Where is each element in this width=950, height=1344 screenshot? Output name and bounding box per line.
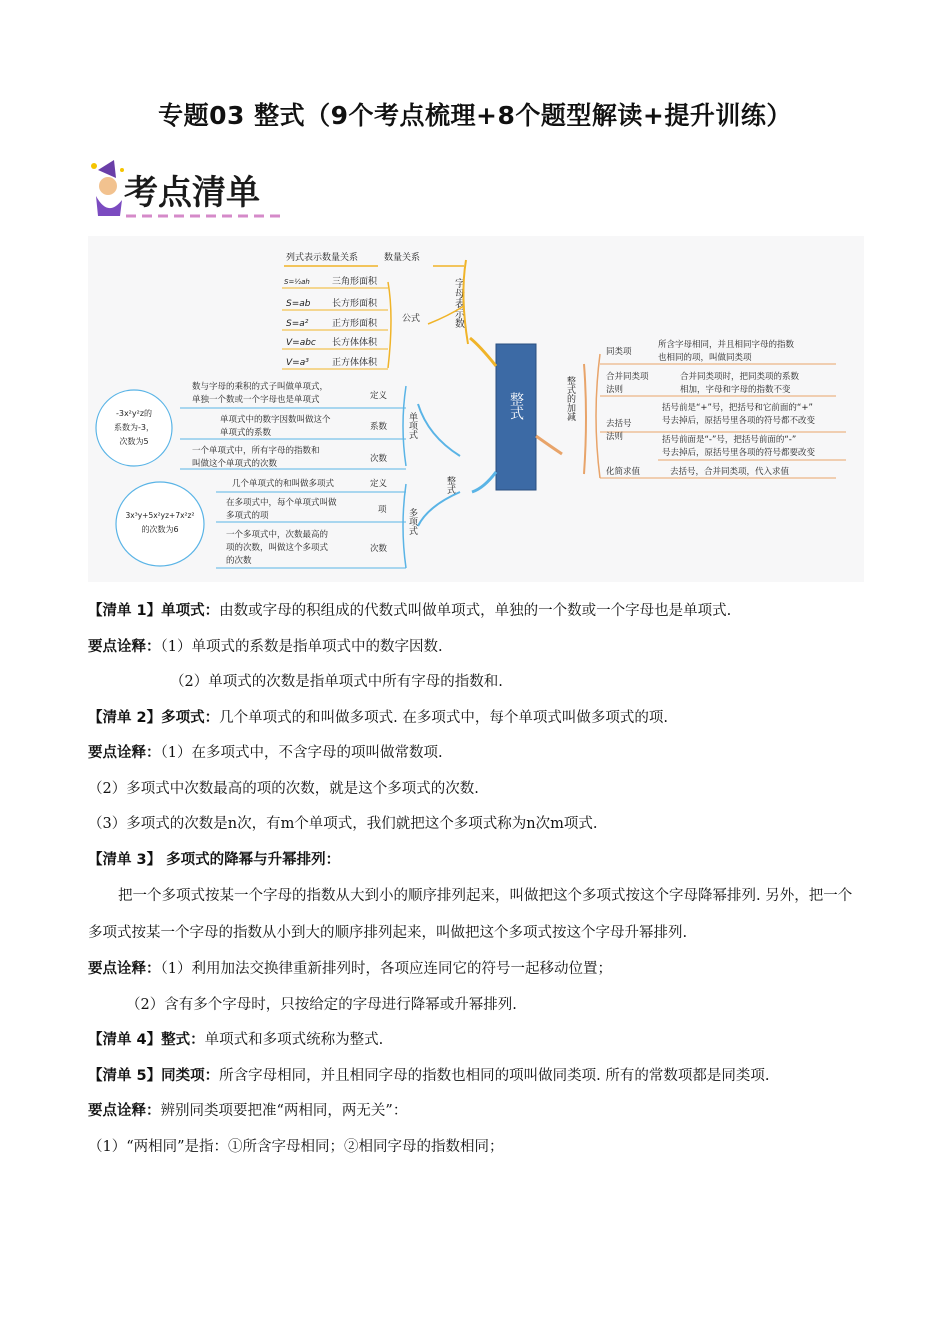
formula-item-2 [282, 297, 388, 310]
right-branch-label: 整式的加减 [565, 376, 575, 421]
polynomial-example [116, 482, 204, 566]
svg-text:-3x²y²z的: -3x²y²z的 [115, 409, 153, 418]
svg-text:单独一个数或一个字母也是单项式: 单独一个数或一个字母也是单项式 [192, 395, 320, 405]
quantity-item: 列式表示数量关系 [286, 253, 359, 263]
svg-text:也相同的项，叫做同类项: 也相同的项，叫做同类项 [658, 353, 752, 363]
monomial-label: 单项式 [407, 412, 417, 439]
svg-text:所含字母相同，并且相同字母的指数: 所含字母相同，并且相同字母的指数 [658, 340, 795, 350]
qingdan-1: 【清单 1】单项式：由数或字母的积组成的代数式叫做单项式，单独的一个数或一个字母也是单项式. [88, 603, 732, 619]
qingdan-5-note: 要点诠释：辨别同类项要把准“两相同，两无关”： [88, 1103, 408, 1119]
svg-text:项: 项 [378, 505, 387, 515]
qingdan-2-note-3: （3）多项式的次数是n次，有m个单项式，我们就把这个多项式称为n次m项式. [88, 816, 598, 832]
svg-text:去括号: 去括号 [606, 419, 632, 429]
bottom-branch-label: 整式 [445, 476, 455, 494]
svg-text:同类项: 同类项 [606, 347, 632, 357]
svg-text:法则: 法则 [606, 432, 624, 442]
qingdan-2: 【清单 2】多项式：几个单项式的和叫做多项式. 在多项式中，每个单项式叫做多项式的项. [88, 709, 668, 726]
svg-text:括号前是“+”号，把括号和它前面的“+”: 括号前是“+”号，把括号和它前面的“+” [662, 403, 813, 413]
svg-text:单项式的系数: 单项式的系数 [220, 428, 272, 438]
svg-text:定义: 定义 [370, 479, 388, 489]
qingdan-3-note-2: （2）含有多个字母时，只按给定的字母进行降幂或升幂排列. [126, 996, 517, 1013]
svg-text:合并同类项: 合并同类项 [606, 372, 649, 382]
qingdan-2-note-2: （2）多项式中次数最高的项的次数，就是这个多项式的次数. [88, 780, 479, 797]
svg-text:V=a³: V=a³ [286, 358, 309, 368]
svg-text:单项式中的数字因数叫做这个: 单项式中的数字因数叫做这个 [220, 415, 331, 425]
svg-text:正方形面积: 正方形面积 [332, 319, 378, 329]
formula-item-3 [282, 317, 388, 330]
svg-text:相加，字母和字母的指数不变: 相加，字母和字母的指数不变 [680, 385, 791, 395]
right-item-quguohao [600, 402, 846, 460]
monomial-item-1 [180, 381, 406, 408]
qingdan-3-paragraph: 把一个多项式按某一个字母的指数从大到小的顺序排列起来，叫做把这个多项式按这个字母降幂排列. 另外，把一个多项式按某一个字母的指数从小到大的顺序排列起来，叫做把这个多项式按这个字母升幂排列. [88, 888, 853, 941]
svg-text:S=½ah: S=½ah [284, 278, 310, 286]
svg-text:一个多项式中，次数最高的: 一个多项式中，次数最高的 [226, 530, 329, 540]
svg-text:项的次数，叫做这个多项式: 项的次数，叫做这个多项式 [226, 543, 329, 553]
monomial-item-3 [180, 445, 406, 469]
svg-text:数与字母的乘积的式子叫做单项式，: 数与字母的乘积的式子叫做单项式， [192, 382, 329, 392]
monomial-example [96, 390, 172, 466]
qingdan-3: 【清单 3】 多项式的降幂与升幂排列： [88, 851, 341, 868]
banner-text: 考点清单 [124, 173, 260, 213]
quantity-label: 数量关系 [384, 253, 421, 263]
svg-text:的次数为6: 的次数为6 [141, 525, 179, 534]
right-item-huajian [600, 466, 836, 478]
svg-text:去括号，合并同类项，代入求值: 去括号，合并同类项，代入求值 [670, 467, 790, 477]
svg-text:S=a²: S=a² [286, 319, 309, 329]
svg-text:叫做这个单项式的次数: 叫做这个单项式的次数 [192, 459, 278, 469]
svg-text:系数为-3，: 系数为-3， [114, 423, 154, 432]
qingdan-1-note-2: （2）单项式的次数是指单项式中所有字母的指数和. [170, 674, 503, 690]
svg-text:长方体体积: 长方体体积 [332, 338, 378, 348]
qingdan-3-note: 要点诠释：（1）利用加法交换律重新排列时，各项应连同它的符号一起移动位置； [88, 961, 612, 977]
svg-text:定义: 定义 [370, 391, 388, 401]
formula-label: 公式 [402, 314, 421, 324]
svg-text:号去掉后，原括号里各项的符号都不改变: 号去掉后，原括号里各项的符号都不改变 [662, 416, 816, 426]
qingdan-5-note-2: （1）“两相同”是指：①所含字母相同；②相同字母的指数相同； [88, 1138, 504, 1155]
qingdan-1-note: 要点诠释：（1）单项式的系数是指单项式中的数字因数. [88, 638, 443, 655]
center-label: 整式 [508, 392, 524, 420]
svg-text:V=abc: V=abc [286, 338, 316, 348]
svg-text:在多项式中，每个单项式叫做: 在多项式中，每个单项式叫做 [226, 498, 337, 508]
svg-text:三角形面积: 三角形面积 [332, 277, 378, 287]
svg-text:次数: 次数 [370, 544, 388, 554]
qingdan-2-note: 要点诠释：（1）在多项式中，不含字母的项叫做常数项. [88, 745, 443, 761]
wizard-icon [91, 160, 124, 216]
svg-text:的次数: 的次数 [226, 556, 252, 566]
polynomial-item-3 [216, 529, 406, 568]
qingdan-5: 【清单 5】同类项：所含字母相同，并且相同字母的指数也相同的项叫做同类项. 所有的常数项都是同类项. [88, 1067, 770, 1084]
svg-text:多项式的项: 多项式的项 [226, 511, 269, 521]
monomial-item-2 [180, 414, 406, 439]
document-body [88, 594, 866, 1165]
svg-text:系数: 系数 [370, 422, 388, 432]
svg-text:正方体体积: 正方体体积 [332, 358, 378, 368]
right-item-hebing [600, 371, 836, 396]
right-item-tongleixiang [600, 339, 836, 364]
svg-text:次数: 次数 [370, 454, 388, 464]
svg-text:3x³y+5x²yz+7x²z²: 3x³y+5x²yz+7x²z² [125, 511, 195, 520]
polynomial-label: 多项式 [407, 508, 417, 535]
banner-kaodian-qingdan [86, 156, 286, 226]
formula-item-5 [282, 356, 388, 369]
svg-text:法则: 法则 [606, 385, 624, 395]
qingdan-4: 【清单 4】整式：单项式和多项式统称为整式. [88, 1032, 384, 1048]
svg-text:一个单项式中，所有字母的指数和: 一个单项式中，所有字母的指数和 [192, 446, 320, 456]
svg-text:合并同类项时，把同类项的系数: 合并同类项时，把同类项的系数 [680, 372, 800, 382]
page-title: 专题03 整式（9个考点梳理+8个题型解读+提升训练） [158, 101, 792, 130]
top-branch-label: 字母表示数 [452, 278, 464, 328]
svg-text:长方形面积: 长方形面积 [332, 299, 378, 309]
polynomial-item-2 [216, 497, 406, 522]
formula-item-1 [282, 275, 388, 288]
svg-text:化简求值: 化简求值 [606, 467, 641, 477]
mindmap-diagram [88, 236, 864, 582]
svg-text:几个单项式的和叫做多项式: 几个单项式的和叫做多项式 [232, 479, 335, 489]
svg-text:次数为5: 次数为5 [119, 437, 149, 446]
polynomial-item-1 [216, 478, 406, 492]
svg-text:S=ab: S=ab [286, 299, 311, 309]
formula-item-4 [282, 336, 388, 349]
svg-text:号去掉后，原括号里各项的符号都要改变: 号去掉后，原括号里各项的符号都要改变 [662, 448, 816, 458]
svg-text:括号前面是“-”号，把括号前面的“-”: 括号前面是“-”号，把括号前面的“-” [662, 435, 797, 445]
